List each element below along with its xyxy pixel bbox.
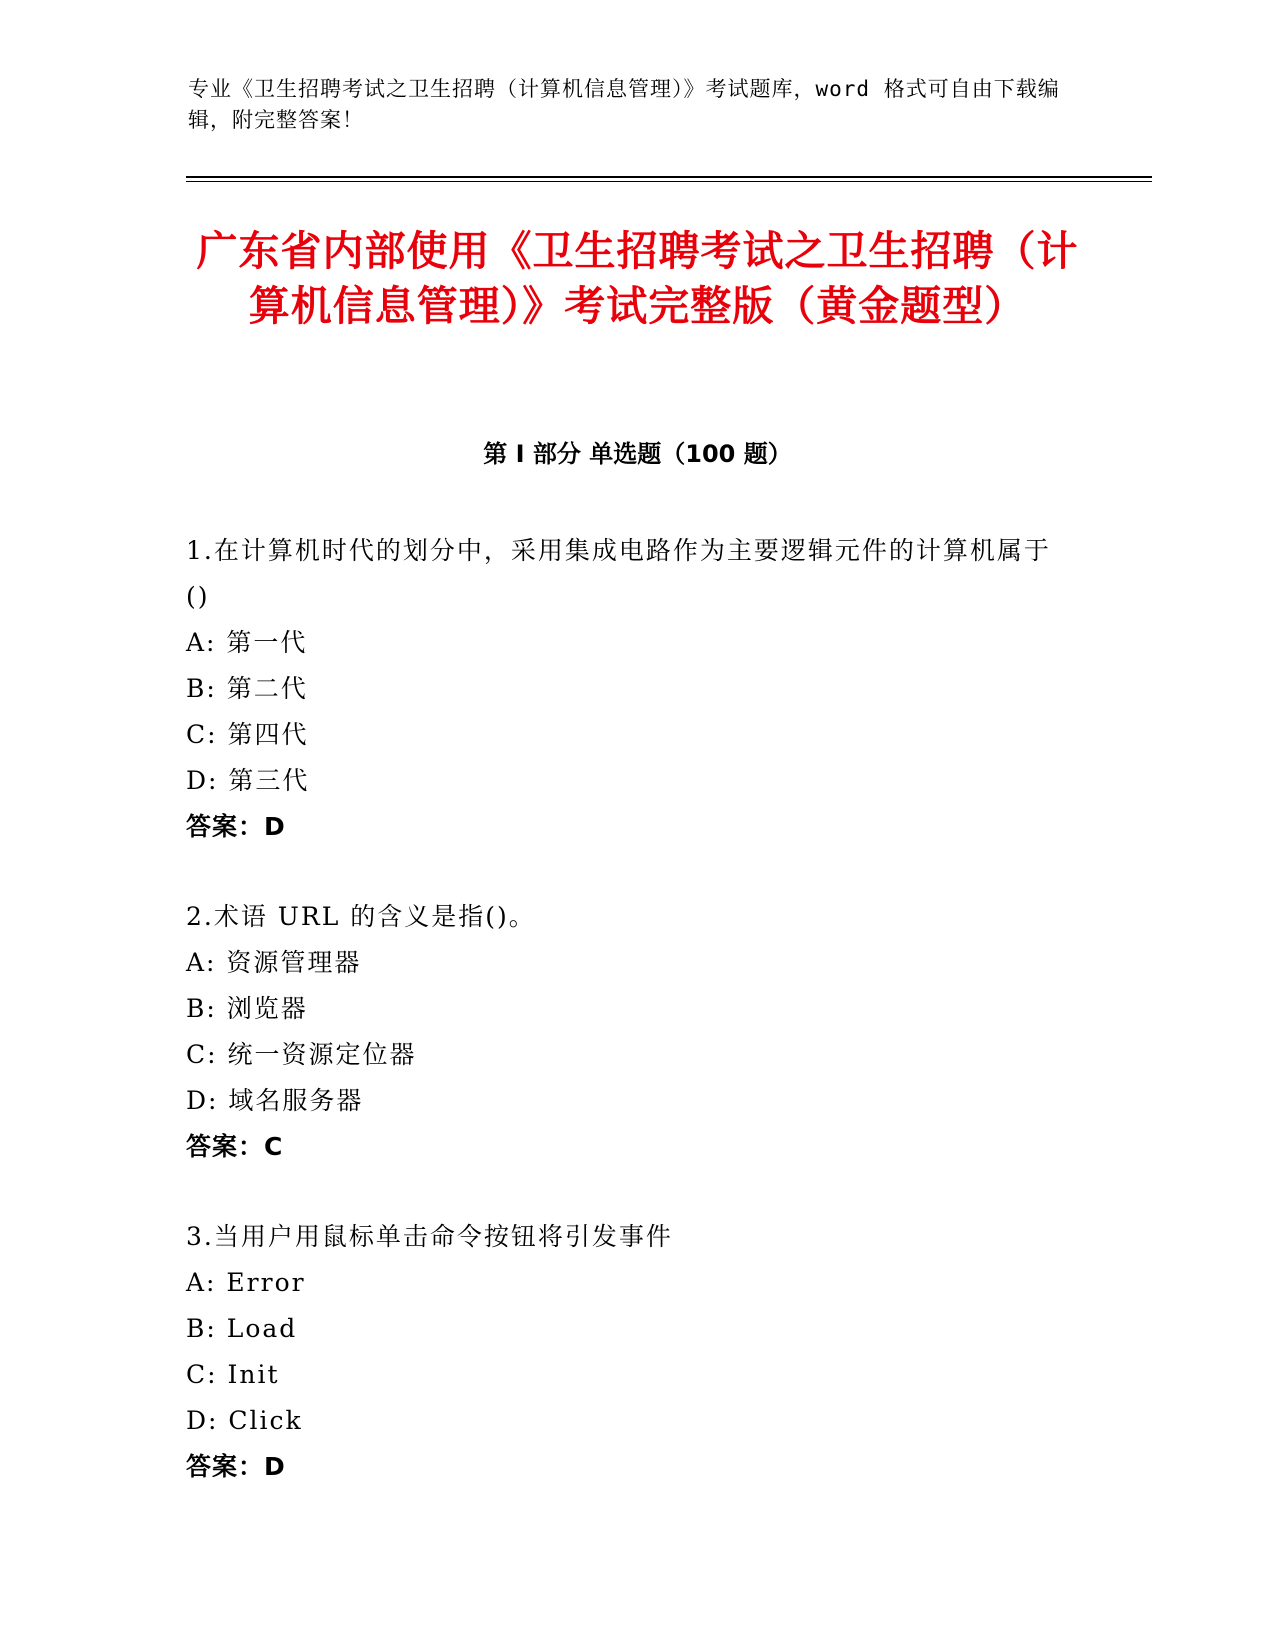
answer-line: 答案：D	[186, 1452, 286, 1481]
header-divider	[186, 176, 1152, 178]
question-stem: 3.当用户用鼠标单击命令按钮将引发事件	[186, 1222, 673, 1251]
question-stem: 2.术语 URL 的含义是指()。	[186, 902, 536, 931]
option-b: B: 浏览器	[186, 994, 308, 1023]
section-heading: 第 I 部分 单选题（100 题）	[483, 440, 792, 468]
header-divider-thin	[186, 181, 1152, 182]
document-title: 广东省内部使用《卫生招聘考试之卫生招聘（计算机信息管理）》考试完整版（黄金题型）	[196, 227, 1079, 330]
header-note: 专业《卫生招聘考试之卫生招聘（计算机信息管理）》考试题库，word 格式可自由下载编辑，附完整答案！	[188, 77, 1060, 132]
question-stem: 1.在计算机时代的划分中，采用集成电路作为主要逻辑元件的计算机属于()	[186, 536, 1051, 611]
option-c: C: 统一资源定位器	[186, 1040, 417, 1069]
option-a: A: 第一代	[186, 628, 308, 657]
question-item	[186, 1214, 1066, 1490]
question-item	[186, 528, 1066, 850]
option-c: C: Init	[186, 1360, 280, 1389]
question-item	[186, 894, 1066, 1170]
option-d: D: 域名服务器	[186, 1086, 364, 1115]
question-list	[186, 528, 1066, 1534]
option-b: B: 第二代	[186, 674, 308, 703]
option-a: A: Error	[186, 1268, 306, 1297]
answer-line: 答案：D	[186, 812, 286, 841]
option-a: A: 资源管理器	[186, 948, 362, 977]
option-b: B: Load	[186, 1314, 298, 1343]
answer-line: 答案：C	[186, 1132, 284, 1161]
option-d: D: Click	[186, 1406, 303, 1435]
option-c: C: 第四代	[186, 720, 309, 749]
option-d: D: 第三代	[186, 766, 310, 795]
